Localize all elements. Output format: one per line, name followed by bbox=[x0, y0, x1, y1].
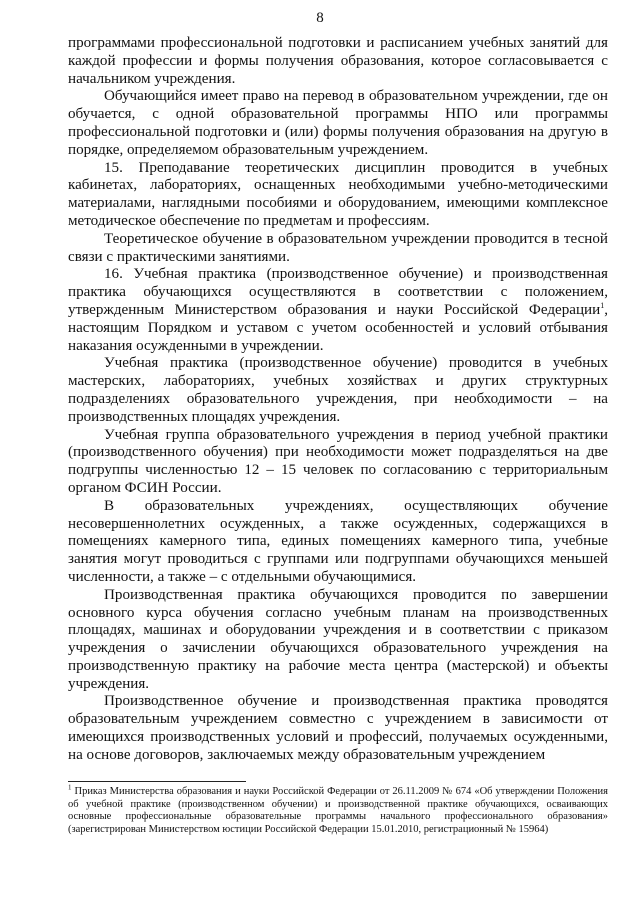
body-text bbox=[68, 35, 608, 765]
paragraph: Производственная практика обучающихся проводится по завершении основного курса обучения согласно учебным планам на производственных площадях, машинах и оборудовании учреждения и в соответствии с приказом учреждения о зачислении обучающихся образовательного учреждения на производственную практику на рабочие места центра (мастерской) и объекты учреждения. bbox=[68, 586, 608, 692]
paragraph: программами профессиональной подготовки и расписанием учебных занятий для каждой профессии и формы получения образования, которое согласовывается с начальником учреждения. bbox=[68, 35, 608, 87]
footnote-reference[interactable]: 1 bbox=[600, 300, 605, 310]
footnote-text: Приказ Министерства образования и науки Российской Федерации от 26.11.2009 № 674 «Об утверждении Положения об учебной практике (производственном обучении) и производственной практике обучающихся, осваивающих основные профессиональные образовательные программы начального профессионального образования» (зарегистрирован Министерством юстиции Российской Федерации 15.01.2010, регистрационный № 15964) bbox=[68, 786, 608, 835]
paragraph: Учебная практика (производственное обучение) проводится в учебных мастерских, лабораториях, учебных хозяйствах и других структурных подразделениях образовательного учреждения, при необходимости – на производственных площадях учреждения. bbox=[68, 355, 608, 425]
footnote-divider bbox=[68, 781, 246, 782]
paragraph: Учебная группа образовательного учреждения в период учебной практики (производственного обучения) при необходимости может подразделяться на две подгруппы численностью 12 – 15 человек по согласованию с территориальным органом ФСИН России. bbox=[68, 426, 608, 496]
page-number: 8 bbox=[316, 10, 324, 26]
paragraph: Обучающийся имеет право на перевод в образовательном учреждении, где он обучается, с одной образовательной программы НПО или программы профессиональной подготовки и (или) формы получения образования на другую в порядке, определяемом образовательным учреждением. bbox=[68, 88, 608, 158]
footnote-mark: 1 bbox=[68, 783, 72, 792]
paragraph-text: , настоящим Порядком и уставом с учетом особенностей и условий отбывания наказания осужденными в учреждении. bbox=[68, 301, 608, 354]
paragraph-text: 16. Учебная практика (производственное обучение) и производственная практика обучающихся осуществляются в соответствии с положением, утвержденным Министерством образования и науки Российской Федерации bbox=[68, 266, 608, 318]
footnote bbox=[68, 783, 608, 836]
paragraph: В образовательных учреждениях, осуществляющих обучение несовершеннолетних осужденных, а также осужденных, содержащихся в помещениях камерного типа, единых помещениях камерного типа, учебные занятия могут проводиться с группами или подгруппами обучающихся меньшей численности, а также – с отдельными обучающимися. bbox=[68, 497, 608, 585]
paragraph-with-footnote bbox=[68, 266, 608, 355]
paragraph: Теоретическое обучение в образовательном учреждении проводится в тесной связи с практическими занятиями. bbox=[68, 230, 608, 265]
paragraph: Производственное обучение и производственная практика проводятся образовательным учреждением совместно с учреждением в зависимости от имеющихся производственных условий и профессий, получаемых осужденными, на основе договоров, заключаемых между образовательным учреждением bbox=[68, 693, 608, 763]
paragraph: 15. Преподавание теоретических дисциплин проводится в учебных кабинетах, лабораториях, оснащенных необходимыми учебно-методическими материалами, наглядными пособиями и оборудованием, имеющими комплексное методическое обеспечение по предметам и профессиям. bbox=[68, 159, 608, 229]
